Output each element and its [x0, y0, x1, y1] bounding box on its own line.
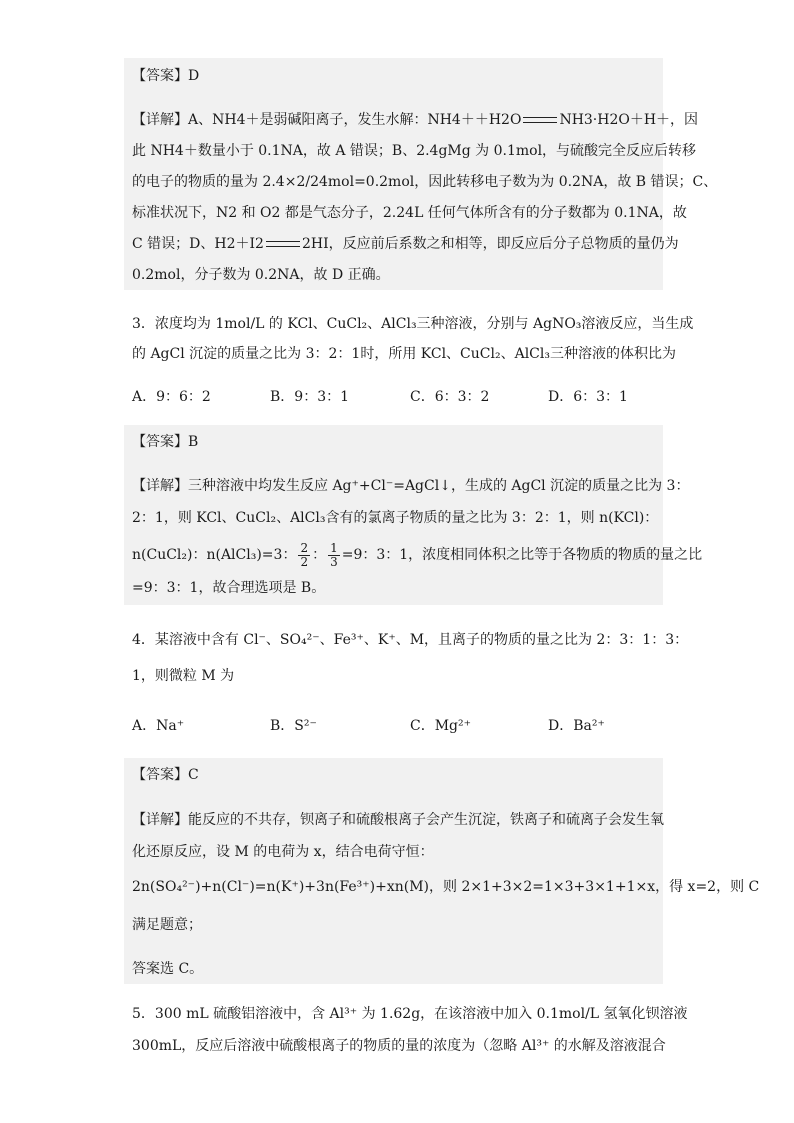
detail-line: C 错误；D、H2＋I2 2HI，反应前后系数之和相等，即反应后分子总物质的量仍为 — [132, 236, 679, 252]
conclusion-text: 答案选 C。 — [132, 961, 204, 977]
detail-line: 满足题意； — [132, 917, 202, 933]
answer-label: 【答案】D — [132, 68, 200, 84]
question-stem: 的 AgCl 沉淀的质量之比为 3：2：1时，所用 KCl、CuCl₂、AlCl₃三种溶液的体积比为 — [132, 346, 676, 362]
equilibrium-arrow-icon — [266, 240, 300, 248]
option-a: A．Na⁺ — [132, 718, 185, 734]
detail-line: n(CuCl₂)：n(AlCl₃)=3： $\frac{2}{2}$ ： $\frac{1}{3}$ =9：3：1，浓度相同体积之比等于各物质的物质的量之比 — [132, 540, 703, 569]
option-d: D．6：3：1 — [548, 389, 628, 405]
question-stem: 4．某溶液中含有 Cl⁻、SO₄²⁻、Fe³⁺、K⁺、M，且离子的物质的量之比为 2：3：1：3： — [132, 632, 689, 648]
option-a: A．9：6：2 — [132, 389, 211, 405]
option-c: C．Mg²⁺ — [410, 718, 472, 734]
fraction: $\frac{1}{3}$ — [330, 540, 338, 569]
detail-line: 化还原反应，设 M 的电荷为 x，结合电荷守恒： — [132, 844, 434, 860]
detail-line: =9：3：1，故合理选项是 B。 — [132, 580, 326, 596]
answer-label: 【答案】B — [132, 434, 199, 450]
detail-line: 2n(SO₄²⁻)+n(Cl⁻)=n(K⁺)+3n(Fe³⁺)+xn(M)，则 2×1+3×2=1×3+3×1+1×x，得 x=2，则 C — [132, 879, 760, 895]
detail-line: 的电子的物质的量为 2.4×2/24mol=0.2mol，因此转移电子数为为 0.2NA，故 B 错误；C、 — [132, 174, 718, 190]
question-stem: 3．浓度均为 1mol/L 的 KCl、CuCl₂、AlCl₃三种溶液，分别与 AgNO₃溶液反应，当生成 — [132, 316, 694, 332]
answer-block-q4 — [124, 758, 663, 984]
question-stem: 5．300 mL 硫酸铝溶液中，含 Al³⁺ 为 1.62g，在该溶液中加入 0.1mol/L 氢氧化钡溶液 — [132, 1006, 688, 1022]
detail-line: 【详解】能反应的不共存，钡离子和硫酸根离子会产生沉淀，铁离子和硫离子会发生氧 — [132, 812, 664, 828]
question-stem: 1，则微粒 M 为 — [132, 668, 235, 684]
question-stem: 300mL，反应后溶液中硫酸根离子的物质的量的浓度为（忽略 Al³⁺ 的水解及溶液混合 — [132, 1038, 666, 1054]
detail-line: 【详解】A、NH4＋是弱碱阳离子，发生水解：NH4＋＋H2O NH3·H2O＋H＋，因 — [132, 112, 699, 128]
fraction: $\frac{2}{2}$ — [300, 540, 309, 569]
detail-line: 2：1，则 KCl、CuCl₂、AlCl₃含有的氯离子物质的量之比为 3：2：1，则 n(KCl)： — [132, 510, 659, 526]
option-d: D．Ba²⁺ — [548, 718, 605, 734]
detail-line: 0.2mol，分子数为 0.2NA，故 D 正确。 — [132, 267, 390, 283]
option-c: C．6：3：2 — [410, 389, 490, 405]
detail-line: 标准状况下，N2 和 O2 都是气态分子，2.24L 任何气体所含有的分子数都为 0.1NA，故 — [132, 205, 687, 221]
answer-label: 【答案】C — [132, 767, 199, 783]
detail-line: 此 NH4＋数量小于 0.1NA，故 A 错误；B、2.4gMg 为 0.1mol，与硫酸完全反应后转移 — [132, 143, 697, 159]
option-b: B．S²⁻ — [270, 718, 317, 734]
equilibrium-arrow-icon — [523, 116, 557, 124]
option-b: B．9：3：1 — [270, 389, 350, 405]
detail-line: 【详解】三种溶液中均发生反应 Ag⁺+Cl⁻=AgCl↓，生成的 AgCl 沉淀的质量之比为 3： — [132, 478, 690, 494]
